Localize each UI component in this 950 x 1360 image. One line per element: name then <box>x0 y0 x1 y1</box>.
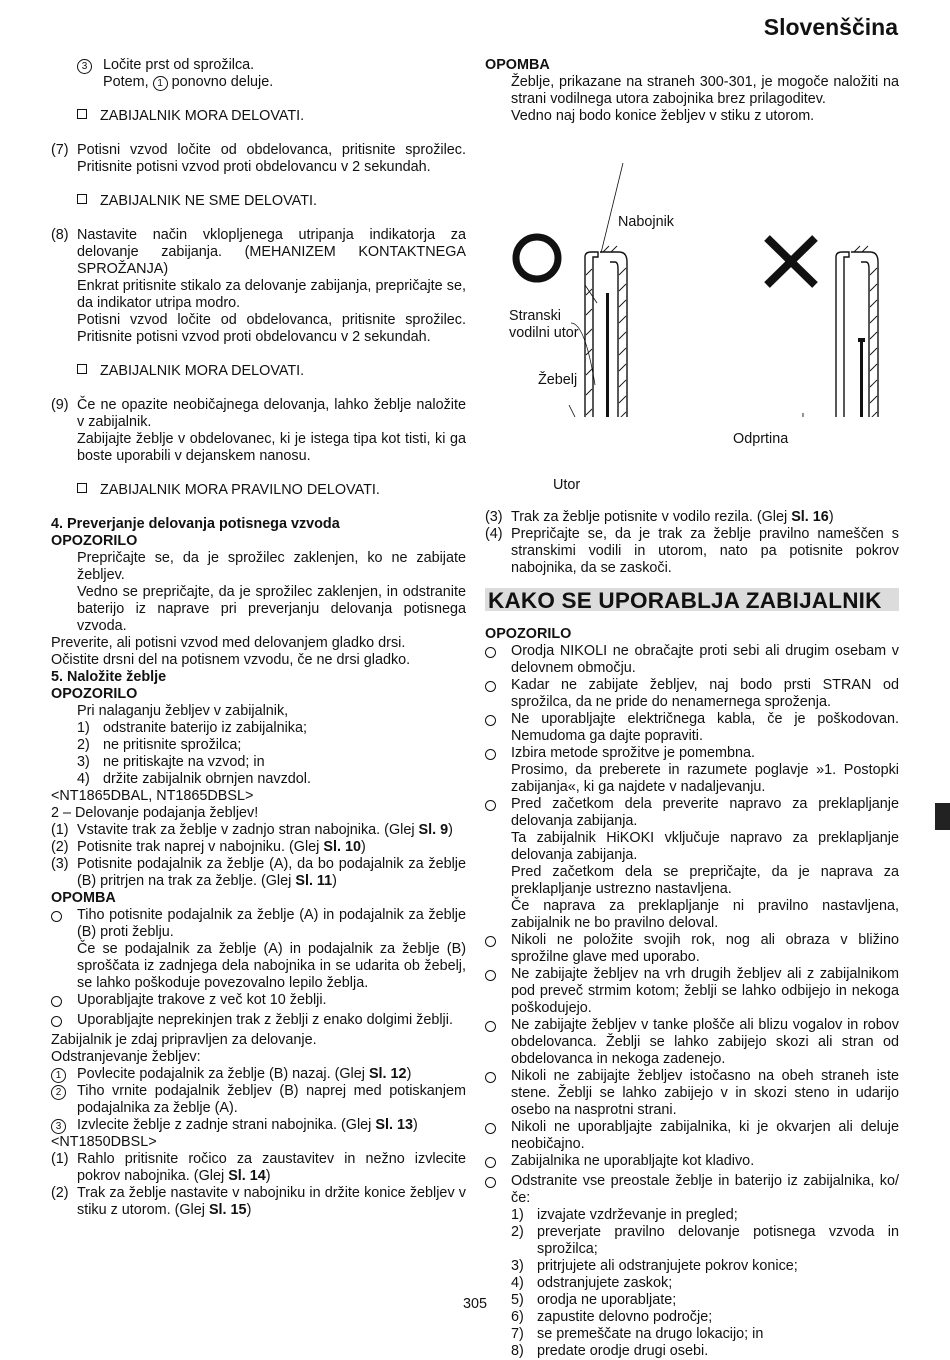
figure-ref: Sl. 11 <box>295 873 333 889</box>
step-3: (3) Trak za žeblje potisnite v vodilo rezila. (Glej Sl. 16) <box>485 509 834 525</box>
note-label: OPOMBA <box>485 57 550 73</box>
note-label: OPOMBA <box>51 890 116 906</box>
step-text: Zabijajte žeblje v obdelovanec, ki je istega tipa kot tisti, ki ga boste uporabili v dejanskem nanosu. <box>77 431 466 464</box>
circle-bullet-icon <box>485 647 496 658</box>
language-header: Slovenščina <box>763 14 898 40</box>
model-label: <NT1865DBAL, NT1865DBSL> <box>51 788 254 804</box>
magazine-profile-wrong <box>803 252 878 417</box>
step-text: Potisni vzvod ločite od obdelovanca, pritisnite sprožilec. Pritisnite potisni vzvod proti obdelovancu v 2 sekundah. <box>77 312 466 345</box>
step-3: (3) Potisnite podajalnik za žeblje (A), da bo podajalnik za žeblje (B) pritrjen na trak za žeblje. (Glej Sl. 11) <box>51 856 466 889</box>
warning-text: Zabijalnika ne uporabljajte kot kladivo. <box>511 1153 755 1169</box>
warning-item <box>485 796 899 932</box>
circle-bullet-icon <box>485 1157 496 1168</box>
check-item <box>51 482 466 499</box>
circled-number: 3 <box>77 59 92 74</box>
step-text: Nastavite način vklopljenega utripanja indikatorja za delovanje zabijanja. (MEHANIZEM KONTAKTNEGA SPROŽANJA) <box>77 227 466 277</box>
nail-strip-correct <box>601 293 614 417</box>
step-9 <box>51 397 466 465</box>
list-item: 4) odstranjujete zaskok; <box>511 1275 673 1291</box>
section-title: KAKO SE UPORABLJA ZABIJALNIK <box>485 588 899 611</box>
figure-ref: Sl. 16 <box>791 509 829 525</box>
step-number: (7) <box>51 142 69 158</box>
step-7 <box>51 142 466 176</box>
paragraph: Pri nalaganju žebljev v zabijalnik, <box>77 703 289 719</box>
label-stranski: Stranski <box>509 308 561 324</box>
step-3-line <box>51 57 466 91</box>
loading-list <box>51 720 466 788</box>
circle-bullet-icon <box>485 800 496 811</box>
step-2: (2) Potisnite trak naprej v nabojniku. (Glej Sl. 10) <box>51 839 366 855</box>
circle-bullet-icon <box>485 1177 496 1188</box>
section-heading-5: 5. Naložite žeblje <box>51 669 167 685</box>
check-item <box>51 363 466 380</box>
warning-item <box>485 1153 899 1173</box>
square-bullet-icon <box>77 364 87 374</box>
note-text: Vedno naj bodo konice žebljev v stiku z utorom. <box>511 108 815 124</box>
list-item: 4) držite zabijalnik obrnjen navzdol. <box>77 771 311 787</box>
model-label: <NT1850DBSL> <box>51 1134 157 1150</box>
paragraph: Zabijalnik je zdaj pripravljen za delovanje. <box>51 1032 317 1048</box>
label-vodilni-utor: vodilni utor <box>509 325 579 341</box>
figure-ref: Sl. 9 <box>418 822 449 838</box>
text: Ločite prst od sprožilca. <box>103 57 255 73</box>
figure-ref: Sl. 14 <box>228 1168 266 1184</box>
warning-text: Ta zabijalnik HiKOKI vključuje napravo za preklapljanje delovanja zabijanja. <box>511 830 899 863</box>
list-item: 2) preverjate pravilno delovanje potisnega vzvoda in sprožilca; <box>511 1224 899 1257</box>
figure-ref: Sl. 15 <box>208 1202 247 1218</box>
check-text: ZABIJALNIK MORA DELOVATI. <box>100 363 305 379</box>
warning-item <box>485 1119 899 1153</box>
list-item: 3) ne pritiskajte na vzvod; in <box>77 754 265 770</box>
figure-ref: Sl. 10 <box>323 839 361 855</box>
label-nabojnik: Nabojnik <box>618 214 674 230</box>
warning-text: Pred začetkom dela se prepričajte, da je naprava za preklapljanje ustrezno nastavljena. <box>511 864 899 897</box>
warning-bullets <box>485 643 899 1207</box>
warning-label: OPOZORILO <box>51 533 138 549</box>
circled-number: 2 <box>51 1085 66 1100</box>
warning-text: Ne zabijajte žebljev na vrh drugih žebljev ali z zabijalnikom pod preveč strmim kotom; žeblji se lahko odbijejo in nekoga poškodujejo. <box>511 966 899 1016</box>
remove-step: 2 Tiho vrnite podajalnik žebljev (B) naprej med potiskanjem podajalnika za žeblje (A). <box>51 1083 466 1117</box>
warning-text: Pred začetkom dela preverite napravo za preklapljanje delovanja zabijanja. <box>511 796 899 829</box>
warning-item <box>485 966 899 1017</box>
step-number: (8) <box>51 227 69 243</box>
warning-text: Odstranite vse preostale žeblje in baterijo iz zabijalnika, ko/če: <box>511 1173 899 1206</box>
warning-text: Izbira metode sprožitve je pomembna. <box>511 745 755 761</box>
left-column <box>51 57 466 1219</box>
warning-item <box>485 643 899 677</box>
warning-label: OPOZORILO <box>485 626 572 642</box>
warning-text: Vedno se prepričajte, da je sprožilec zaklenjen, in odstranite baterijo iz naprave pri preverjanju delovanja potisnega vzvoda. <box>77 584 466 634</box>
check-item <box>51 193 466 210</box>
step-4: (4) Prepričajte se, da je trak za žeblje pravilno nameščen s stranskimi vodili in utorom, nato pa potisnite pokrov nabojnika, da se zaskoči. <box>485 526 899 576</box>
warning-text: Če naprava za preklapljanje ni pravilno nastavljena, zabijalnik ne bo pravilno deloval. <box>511 898 899 931</box>
model-step: (1) Rahlo pritisnite ročico za zaustavitev in nežno izvlecite pokrov nabojnika. (Glej Sl. 14) <box>51 1151 466 1184</box>
warning-text: Ne uporabljajte električnega kabla, če je poškodovan. Nemudoma ga dajte popraviti. <box>511 711 899 744</box>
square-bullet-icon <box>77 109 87 119</box>
circle-correct-icon <box>516 237 558 279</box>
step-1: (1) Vstavite trak za žeblje v zadnjo stran nabojnika. (Glej Sl. 9) <box>51 822 453 838</box>
label-utor: Utor <box>553 477 581 493</box>
circle-bullet-icon <box>485 1021 496 1032</box>
remove-step: 3 Izvlecite žeblje z zadnje strani nabojnika. (Glej Sl. 13) <box>51 1117 466 1134</box>
circle-bullet-icon <box>485 681 496 692</box>
section-heading-4: 4. Preverjanje delovanja potisnega vzvoda <box>51 516 340 532</box>
circled-number: 1 <box>51 1068 66 1083</box>
list-item: 7) se premeščate na drugo lokacijo; in <box>511 1326 764 1342</box>
warning-text: Prepričajte se, da je sprožilec zaklenjen, ko ne zabijate žebljev. <box>77 550 466 583</box>
warning-text: Kadar ne zabijate žebljev, naj bodo prsti STRAN od sprožilca, da ne pride do nenamernega sproženja. <box>511 677 899 710</box>
note-item: Tiho potisnite podajalnik za žeblje (A) in podajalnik za žeblje (B) proti žeblju. Če se podajalnik za žeblje (A) in podajalnik za žeblje (B) sproščata iz zadnjega dela nabojnika in se udarita ob žebelj, se lahko poškoduje povezovalno lepilo žeblja. <box>51 907 466 992</box>
when-list <box>485 1207 899 1360</box>
check-text: ZABIJALNIK NE SME DELOVATI. <box>100 193 317 209</box>
circle-bullet-icon <box>485 936 496 947</box>
paragraph: Preverite, ali potisni vzvod med delovanjem gladko drsi. <box>51 635 406 651</box>
magazine-hatch-wrong <box>854 246 877 417</box>
warning-label: OPOZORILO <box>51 686 138 702</box>
label-zebelj: Žebelj <box>538 372 578 388</box>
remove-step: 1 Povlecite podajalnik za žeblje (B) nazaj. (Glej Sl. 12) <box>51 1066 466 1083</box>
note-item: Uporabljajte trakove z več kot 10 žeblji. <box>51 992 466 1012</box>
magazine-figure <box>485 125 899 493</box>
list-item: 5) orodja ne uporabljate; <box>511 1292 677 1308</box>
warning-item <box>485 1017 899 1068</box>
warning-item <box>485 745 899 796</box>
warning-item <box>485 1068 899 1119</box>
warning-text: Prosimo, da preberete in razumete poglavje »1. Postopki zabijanja«, ki ga najdete v nadaljevanju. <box>511 762 899 795</box>
circle-bullet-icon <box>51 996 62 1007</box>
step-number: (9) <box>51 397 69 413</box>
figure-ref: Sl. 12 <box>368 1066 407 1082</box>
right-column <box>485 57 899 1360</box>
note-item: Uporabljajte neprekinjen trak z žeblji z enako dolgimi žeblji. <box>51 1012 466 1032</box>
circle-bullet-icon <box>485 1123 496 1134</box>
model-step: (2) Trak za žeblje nastavite v nabojniku in držite konice žebljev v stiku z utorom. (Glej Sl. 15) <box>51 1185 466 1218</box>
text: ponovno deluje. <box>171 74 274 90</box>
square-bullet-icon <box>77 194 87 204</box>
step-8 <box>51 227 466 346</box>
square-bullet-icon <box>77 483 87 493</box>
circle-bullet-icon <box>485 970 496 981</box>
circled-number: 3 <box>51 1119 66 1134</box>
page-number: 305 <box>462 1296 487 1312</box>
figure-ref: Sl. 13 <box>375 1117 413 1133</box>
warning-text: Nikoli ne uporabljajte zabijalnika, ki je okvarjen ali deluje neobičajno. <box>511 1119 899 1152</box>
warning-item <box>485 1173 899 1207</box>
warning-item <box>485 711 899 745</box>
note-text: Žeblje, prikazane na straneh 300-301, je mogoče naložiti na strani vodilnega utora zabojnika brez prilagoditev. <box>511 74 899 107</box>
text: Potem, <box>103 74 149 90</box>
list-item: 2) ne pritisnite sprožilca; <box>77 737 242 753</box>
warning-item <box>485 932 899 966</box>
check-item <box>51 108 466 125</box>
step-text: Potisni vzvod ločite od obdelovanca, pritisnite sprožilec. Pritisnite potisni vzvod proti obdelovancu v 2 sekundah. <box>77 142 466 175</box>
warning-item <box>485 677 899 711</box>
step-text: Če ne opazite neobičajnega delovanja, lahko žeblje naložite v zabijalnik. <box>77 397 466 430</box>
circle-bullet-icon <box>485 1072 496 1083</box>
warning-text: Ne zabijajte žebljev v tanke plošče ali blizu vogalov in robov obdelovanca. Žeblji se lahko zabijejo skozi ali stran od obdelovanca in nekoga zadenejo. <box>511 1017 899 1067</box>
warning-text: Nikoli ne položite svojih rok, nog ali obraza v bližino sprožilne glave med uporabo. <box>511 932 899 965</box>
list-item: 1) izvajate vzdrževanje in pregled; <box>511 1207 738 1223</box>
list-item: 3) pritrjujete ali odstranjujete pokrov konice; <box>511 1258 798 1274</box>
check-text: ZABIJALNIK MORA PRAVILNO DELOVATI. <box>100 482 380 498</box>
warning-text: Orodja NIKOLI ne obračajte proti sebi ali drugim osebam v delovnem območju. <box>511 643 899 676</box>
paragraph: Očistite drsni del na potisnem vzvodu, če ne drsi gladko. <box>51 652 411 668</box>
paragraph: 2 – Delovanje podajanja žebljev! <box>51 805 259 821</box>
x-wrong-icon <box>767 238 815 285</box>
circled-number: 1 <box>153 76 168 91</box>
circle-bullet-icon <box>51 911 62 922</box>
warning-text: Nikoli ne zabijajte žebljev istočasno na obeh straneh iste stene. Žeblji se lahko zabijejo v in skozi steno in udarijo osebo na nasprotni strani. <box>511 1068 899 1118</box>
paragraph: Odstranjevanje žebljev: <box>51 1049 201 1065</box>
nail-strip-wrong <box>858 338 865 417</box>
list-item: 1) odstranite baterijo iz zabijalnika; <box>77 720 307 736</box>
label-odprtina: Odprtina <box>733 431 789 447</box>
check-text: ZABIJALNIK MORA DELOVATI. <box>100 108 305 124</box>
list-item: 8) predate orodje drugi osebi. <box>511 1343 709 1359</box>
circle-bullet-icon <box>485 715 496 726</box>
step-text: Enkrat pritisnite stikalo za delovanje zabijanja, prepričajte se, da indikator utripa modro. <box>77 278 466 311</box>
chapter-tab-marker <box>935 803 950 830</box>
circle-bullet-icon <box>485 749 496 760</box>
circle-bullet-icon <box>51 1016 62 1027</box>
list-item: 6) zapustite delovno področje; <box>511 1309 713 1325</box>
